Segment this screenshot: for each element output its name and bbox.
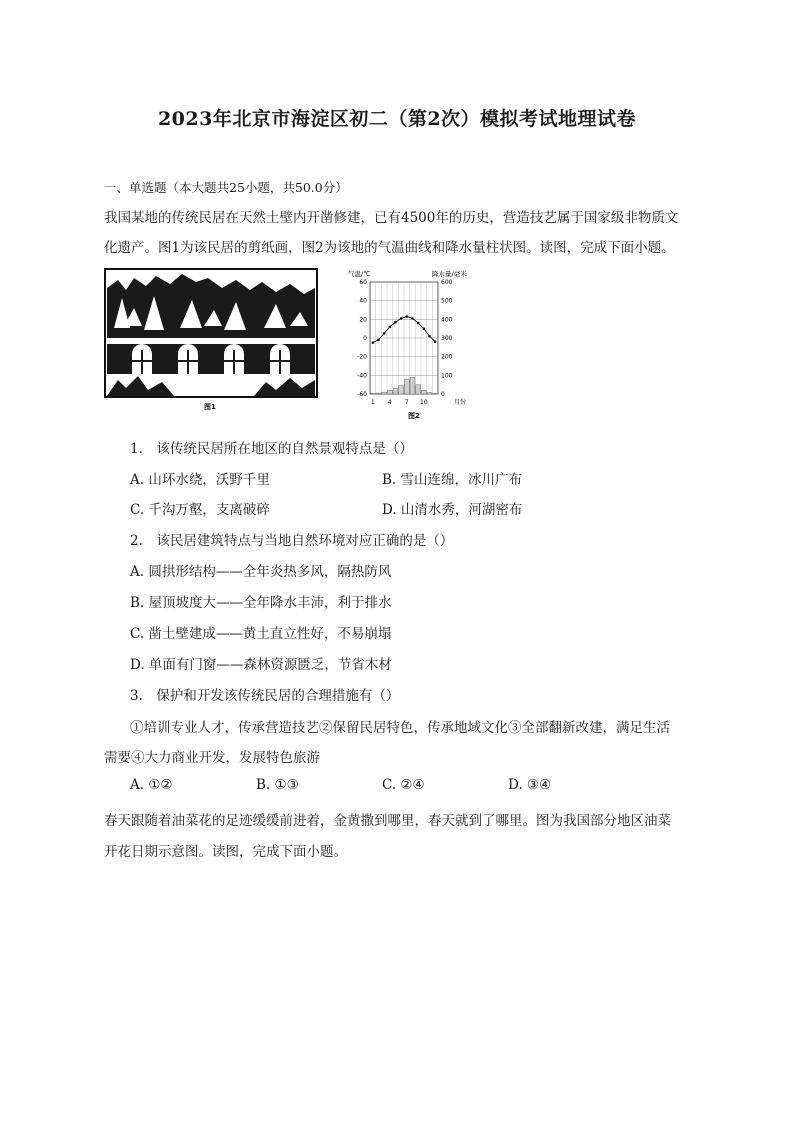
q1-option-c: C. 千沟万壑，支离破碎 [130,502,270,518]
q3-option-c: C. ②④ [382,777,425,793]
intro-line-1: 我国某地的传统民居在天然土壁内开凿修建，已有4500年的历史，营造技艺属于国家级非物质文 [104,210,679,226]
q3-statements-line-2: 需要④大力商业开发，发展特色旅游 [104,750,320,766]
figure-1-caption: 图1 [204,403,216,411]
temperature-point [372,341,375,344]
precip-tick-label: 500 [441,297,453,305]
temperature-point [423,327,426,330]
precip-axis-label: 降水量/毫米 [432,270,467,278]
precip-tick-label: 100 [441,372,453,380]
temp-tick-label: -60 [357,391,367,398]
q1-option-a: A. 山环水绕，沃野千里 [130,472,270,488]
intro2-line-1: 春天跟随着油菜花的足迹缓缓前进着，金黄撒到哪里，春天就到了哪里。图为我国部分地区油菜 [104,813,671,829]
intro2-line-2: 开花日期示意图。读图，完成下面小题。 [104,844,347,860]
q2-stem: 2. 该民居建筑特点与当地自然环境对应正确的是（） [130,533,454,549]
precip-bar [410,377,415,394]
figure-2-climate-chart [346,268,478,424]
q2-option-d: D. 单面有门窗——森林资源匮乏，节省木材 [130,657,392,673]
precip-bar [416,385,421,394]
temperature-point [428,335,431,338]
month-tick-label: 1 [370,399,375,406]
page-title: 2023年北京市海淀区初二（第2次）模拟考试地理试卷 [157,108,637,130]
precip-bar [399,386,404,394]
precip-bar [376,393,381,394]
temperature-point [377,339,380,342]
temp-tick-label: -20 [357,353,367,361]
temp-axis-label: 气温/℃ [348,270,371,278]
precip-bar [387,390,392,394]
q3-option-b: B. ①③ [256,777,299,793]
precip-tick-label: 200 [441,353,453,361]
temperature-point [406,315,409,318]
q2-option-b: B. 屋顶坡度大——全年降水丰沛，利于排水 [130,595,392,611]
temp-tick-label: 40 [359,297,367,305]
temperature-point [389,326,392,329]
precip-tick-label: 400 [441,316,453,324]
section-heading: 一、单选题（本大题共25小题，共50.0分） [104,180,348,195]
q3-option-a: A. ①② [130,777,173,793]
precip-tick-label: 0 [441,391,445,398]
q2-option-a: A. 圆拱形结构——全年炎热多风，隔热防风 [130,564,392,580]
temperature-point [434,340,437,343]
temperature-point [394,321,397,324]
precip-bar [421,390,426,394]
precip-bar [427,393,432,394]
month-axis-label: 月份 [454,399,467,406]
q1-stem: 1. 该传统民居所在地区的自然景观特点是（） [130,441,413,457]
month-tick-label: 10 [420,399,428,406]
temperature-point [417,322,420,325]
q1-option-b: B. 雪山连绵，冰川广布 [382,472,523,488]
q2-option-c: C. 凿土壁建成——黄土直立性好，不易崩塌 [130,626,392,642]
intro-line-2: 化遗产。图1为该民居的剪纸画，图2为该地的气温曲线和降水量柱状图。读图，完成下面小题。 [104,240,675,256]
temp-tick-label: 0 [363,335,367,342]
precip-bar [433,393,438,394]
precip-bar [370,393,375,394]
figure-1-papercut [104,268,318,412]
temp-tick-label: 60 [359,279,367,286]
figure-2-caption: 图2 [408,412,420,420]
q3-option-d: D. ③④ [508,777,552,793]
q3-statements-line-1: ①培训专业人才，传承营造技艺②保留民居特色，传承地域文化③全部翻新改建，满足生活 [130,720,670,736]
precip-bar [404,379,409,394]
temp-tick-label: 20 [359,316,367,324]
q1-option-d: D. 山清水秀，河湖密布 [382,502,523,518]
precip-tick-label: 600 [441,279,453,286]
temp-tick-label: -40 [357,372,367,380]
precip-tick-label: 300 [441,335,453,342]
precip-bar [382,392,387,394]
temperature-point [411,317,414,320]
month-tick-label: 4 [387,399,392,406]
month-tick-label: 7 [404,399,409,406]
precip-bar [393,388,398,394]
temperature-point [400,317,403,320]
temperature-point [383,332,386,335]
q3-stem: 3. 保护和开发该传统民居的合理措施有（） [130,688,400,704]
